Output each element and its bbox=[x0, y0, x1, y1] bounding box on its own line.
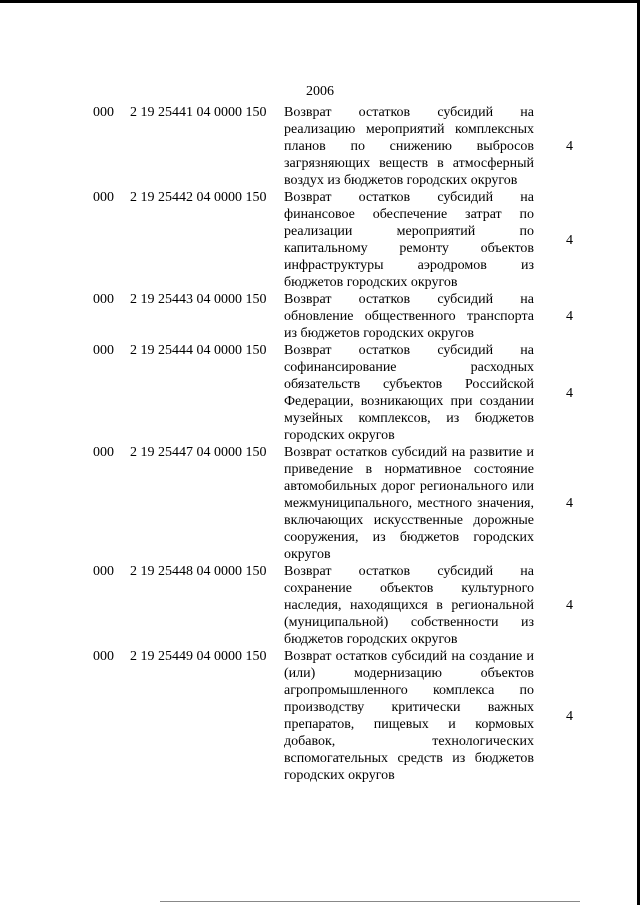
table-row bbox=[0, 648, 640, 784]
page-number: 2006 bbox=[306, 84, 334, 99]
budget-classification-code: 2 19 25448 04 0000 150 bbox=[130, 564, 267, 579]
table-row bbox=[0, 444, 640, 563]
income-name: Возврат остатков субсидий на развитие и приведение в нормативное состояние автомобильных дорог регионального или межмуниципального, местного значения, включающих искусственные дорожные сооружения, из бюджетов городских округов bbox=[284, 445, 534, 562]
income-name: Возврат остатков субсидий на софинансирование расходных обязательств субъектов Российской Федерации, возникающих при создании музейных комплексов, из бюджетов городских округов bbox=[284, 343, 534, 443]
income-name: Возврат остатков субсидий на сохранение объектов культурного наследия, находящихся в региональной (муниципальной) собственности из бюджетов городских округов bbox=[284, 564, 534, 647]
distribution-norm: 4 bbox=[566, 232, 573, 248]
distribution-norm: 4 bbox=[566, 598, 573, 613]
admin-code: 000 bbox=[93, 190, 114, 205]
budget-classification-code: 2 19 25449 04 0000 150 bbox=[130, 649, 267, 664]
distribution-norm: 4 bbox=[566, 385, 573, 401]
scan-edge-bottom bbox=[160, 901, 580, 902]
budget-classification-code: 2 19 25443 04 0000 150 bbox=[130, 292, 267, 307]
income-name: Возврат остатков субсидий на создание и (или) модернизацию объектов агропромышленного комплекса по производству критически важных препаратов, пищевых и кормовых добавок, технологических вспомогательных средств из бюджетов городских округов bbox=[284, 649, 534, 783]
distribution-norm: 4 bbox=[566, 139, 573, 154]
admin-code: 000 bbox=[93, 564, 114, 579]
table-row bbox=[0, 189, 640, 291]
distribution-norm: 4 bbox=[566, 496, 573, 511]
admin-code: 000 bbox=[93, 445, 114, 460]
admin-code: 000 bbox=[93, 292, 114, 307]
income-name: Возврат остатков субсидий на реализацию мероприятий комплексных планов по снижению выбросов загрязняющих веществ в атмосферный воздух из бюджетов городских округов bbox=[284, 105, 534, 188]
admin-code: 000 bbox=[93, 343, 114, 358]
budget-classification-code: 2 19 25442 04 0000 150 bbox=[130, 190, 267, 205]
distribution-norm: 4 bbox=[566, 309, 573, 324]
distribution-norm: 4 bbox=[566, 708, 573, 724]
income-name: Возврат остатков субсидий на финансовое обеспечение затрат по реализации мероприятий по капитальному ремонту объектов инфраструктуры аэродромов из бюджетов городских округов bbox=[284, 190, 534, 290]
income-name: Возврат остатков субсидий на обновление общественного транспорта из бюджетов городских округов bbox=[284, 292, 534, 341]
admin-code: 000 bbox=[93, 105, 114, 120]
table-row bbox=[0, 291, 640, 342]
table-row bbox=[0, 104, 640, 189]
table-row bbox=[0, 563, 640, 648]
budget-classification-code: 2 19 25441 04 0000 150 bbox=[130, 105, 267, 120]
admin-code: 000 bbox=[93, 649, 114, 664]
budget-classification-code: 2 19 25444 04 0000 150 bbox=[130, 343, 267, 358]
table-row bbox=[0, 342, 640, 444]
scan-edge-top bbox=[0, 0, 640, 3]
budget-classification-code: 2 19 25447 04 0000 150 bbox=[130, 445, 267, 460]
budget-table bbox=[0, 104, 640, 784]
